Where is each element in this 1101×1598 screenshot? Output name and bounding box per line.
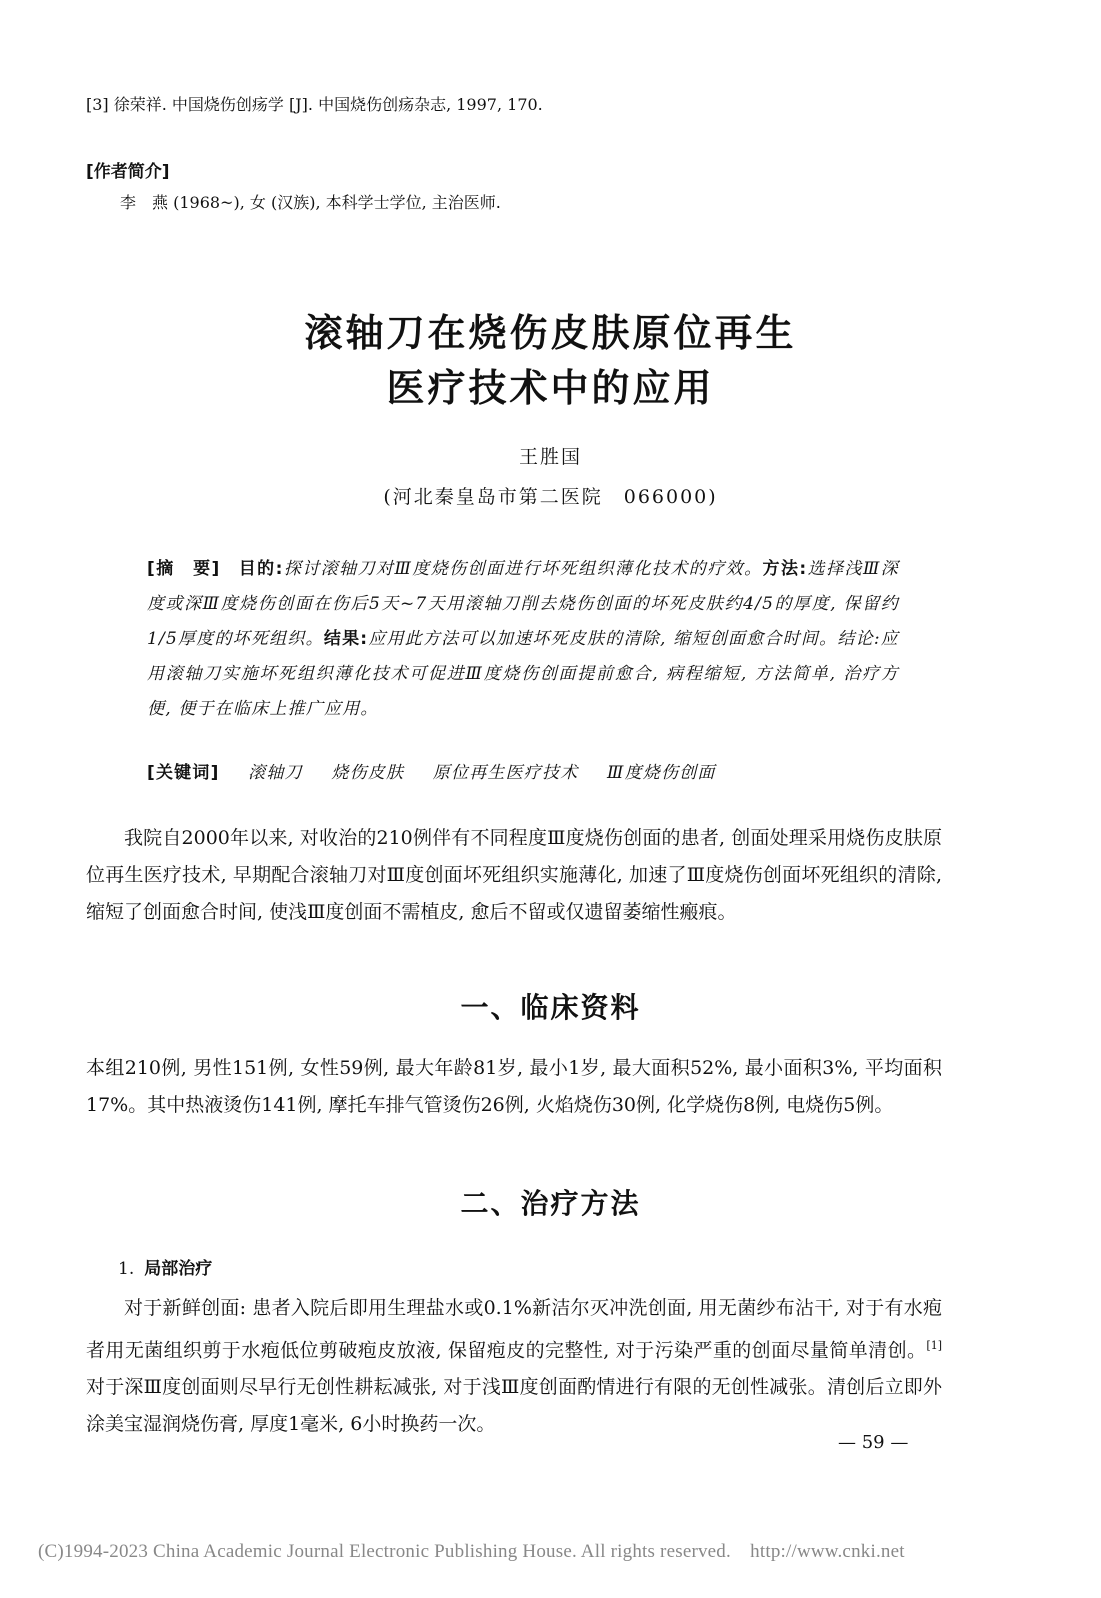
- abstract-conclusion: 应用滚轴刀实施坏死组织薄化技术可促进Ⅲ度烧伤创面提前愈合, 病程缩短, 方法简单, 治疗方便, 便于在临床上推广应用。: [147, 629, 899, 719]
- article-title-line2: 医疗技术中的应用: [386, 366, 715, 410]
- subsection-title: 局部治疗: [144, 1259, 213, 1279]
- author-affiliation: (河北秦皇岛市第二医院 066000): [383, 486, 718, 508]
- keywords: [147, 758, 907, 783]
- abstract-conclusion-label: 结论:: [837, 629, 881, 649]
- keyword-item: 原位再生医疗技术: [432, 763, 579, 783]
- treatment-text-part2: 对于深Ⅲ度创面则尽早行无创性耕耘减张, 对于浅Ⅲ度创面酌情进行有限的无创性减张。清创后立即外涂美宝湿润烧伤膏, 厚度1毫米, 6小时换药一次。: [86, 1376, 942, 1436]
- author-bio-text: 李 燕 (1968~), 女 (汉族), 本科学士学位, 主治医师.: [120, 193, 501, 212]
- reference-entry: [3] 徐荣祥. 中国烧伤创疡学 [J]. 中国烧伤创疡杂志, 1997, 170.: [86, 95, 543, 114]
- abstract-method-label: 方法:: [762, 559, 808, 579]
- treatment-paragraph: [86, 1290, 942, 1443]
- abstract-result: 应用此方法可以加速坏死皮肤的清除, 缩短创面愈合时间。: [368, 629, 838, 649]
- abstract-aim-label: 目的:: [238, 559, 284, 579]
- article-title-line1: 滚轴刀在烧伤皮肤原位再生: [304, 311, 797, 355]
- copyright-footer: (C)1994-2023 China Academic Journal Electronic Publishing House. All rights reserved. http://www.cnki.net: [38, 1541, 905, 1562]
- clinical-data-paragraph: 本组210例, 男性151例, 女性59例, 最大年龄81岁, 最小1岁, 最大面积52%, 最小面积3%, 平均面积17%。其中热液烫伤141例, 摩托车排气管烫伤26例, 火焰烧伤30例, 化学烧伤8例, 电烧伤5例。: [86, 1057, 942, 1116]
- abstract-aim: 探讨滚轴刀对Ⅲ度烧伤创面进行坏死组织薄化技术的疗效。: [283, 559, 763, 579]
- subsection-number: 1.: [118, 1259, 135, 1279]
- citation-marker: [1]: [926, 1339, 942, 1352]
- intro-paragraph: 我院自2000年以来, 对收治的210例伴有不同程度Ⅲ度烧伤创面的患者, 创面处理采用烧伤皮肤原位再生医疗技术, 早期配合滚轴刀对Ⅲ度创面坏死组织实施薄化, 加速了Ⅲ度烧伤创面坏死组织的清除, 缩短了创面愈合时间, 使浅Ⅲ度创面不需植皮, 愈后不留或仅遗留萎缩性瘢痕。: [86, 827, 942, 923]
- page-number: — 59 —: [838, 1432, 909, 1453]
- keyword-item: 烧伤皮肤: [331, 763, 405, 783]
- author-bio-heading: [作者简介]: [86, 162, 170, 182]
- abstract-result-label: 结果:: [323, 629, 369, 649]
- treatment-text-part1: 对于新鲜创面: 患者入院后即用生理盐水或0.1%新洁尔灭冲洗创面, 用无菌纱布沾干, 对于有水疱者用无菌组织剪于水疱低位剪破疱皮放液, 保留疱皮的完整性, 对于污染严重的创面尽量简单清创。: [86, 1297, 942, 1362]
- author-name: 王胜国: [518, 446, 582, 468]
- keyword-item: Ⅲ度烧伤创面: [607, 763, 716, 783]
- abstract: [147, 552, 899, 727]
- subsection-local-treatment: [118, 1254, 212, 1279]
- abstract-method: 选择浅Ⅲ深度或深Ⅲ度烧伤创面在伤后5天~7天用滚轴刀削去烧伤创面的坏死皮肤约4/5的厚度, 保留约1/5厚度的坏死组织。: [147, 559, 899, 649]
- keywords-tag: [关键词]: [147, 763, 220, 783]
- section-heading-clinical-data: 一、临床资料: [460, 991, 641, 1024]
- section-heading-treatment: 二、治疗方法: [460, 1187, 641, 1220]
- abstract-tag: [摘 要]: [147, 559, 221, 579]
- keyword-item: 滚轴刀: [248, 763, 303, 783]
